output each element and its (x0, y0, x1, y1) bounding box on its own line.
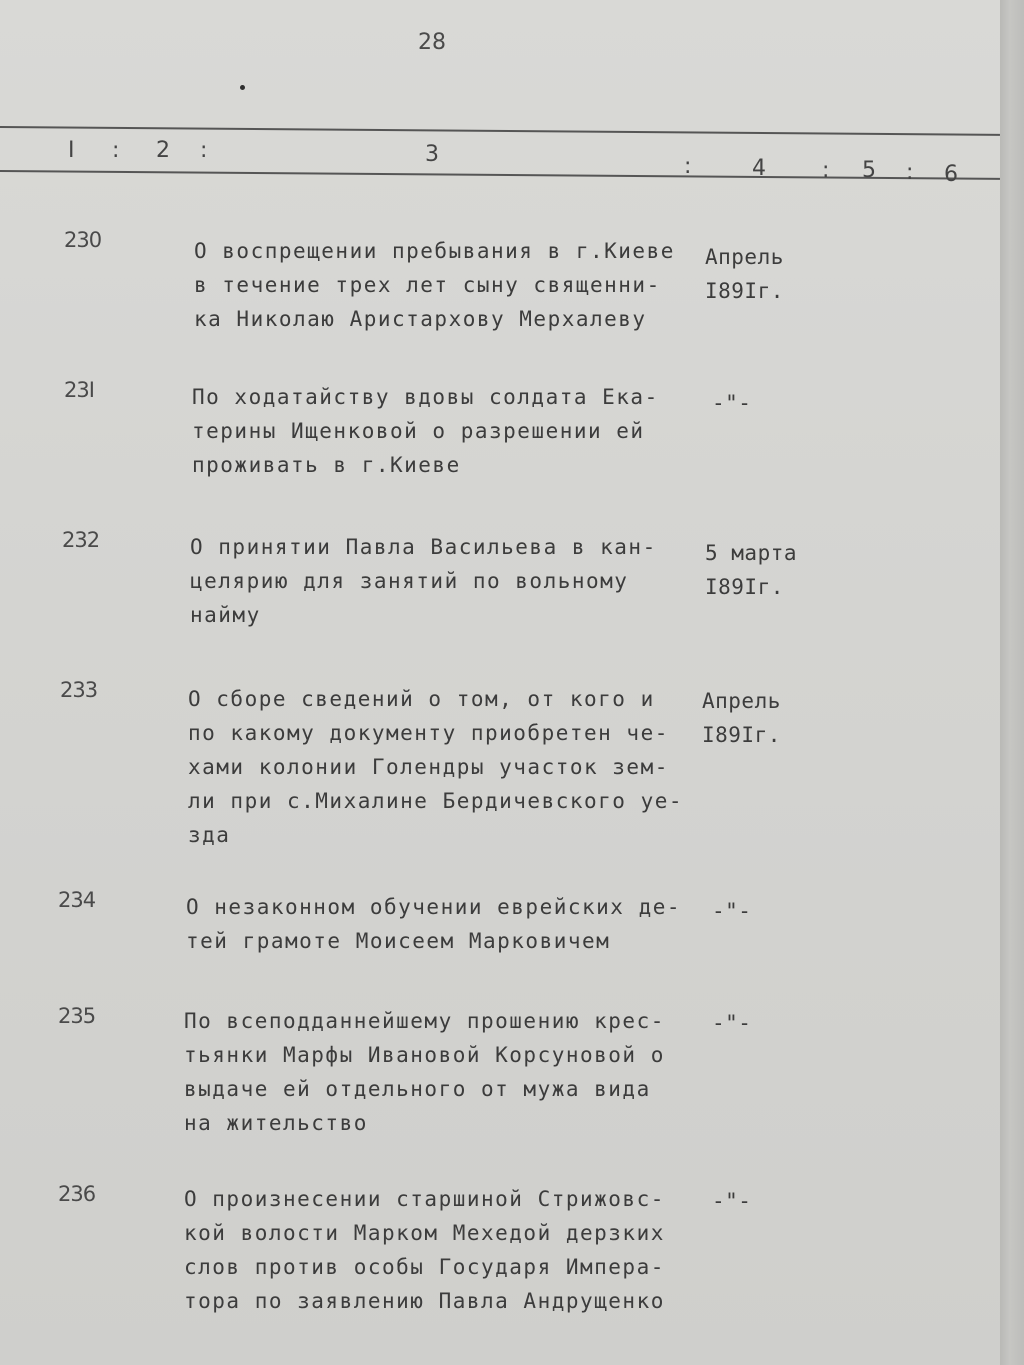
date-line: Апрель (702, 689, 781, 713)
page-edge-shadow (1000, 0, 1024, 1365)
description-line: О незаконном обучении еврейских де- (186, 895, 682, 919)
page-number: 28 (418, 30, 446, 55)
entry-description (192, 380, 692, 482)
date-line: I89Iг. (702, 723, 781, 747)
column-header-separator: : (200, 138, 208, 163)
date-line: Апрель (705, 245, 784, 269)
description-line: кой волости Марком Мехедой дерзких (184, 1221, 665, 1245)
column-header-4: 4 (752, 156, 766, 181)
description-line: терины Ищенковой о разрешении ей (192, 419, 645, 443)
entry-date (705, 240, 784, 308)
description-line: зда (188, 823, 231, 847)
entry-date (712, 894, 751, 928)
entry-number: 234 (58, 888, 96, 912)
description-line: целярию для занятий по вольному (190, 569, 629, 593)
entry-description (194, 234, 694, 336)
entry-number: 230 (64, 228, 102, 252)
entry-number: 23I (64, 378, 94, 402)
entry-number: 235 (58, 1004, 96, 1028)
description-line: О воспрещении пребывания в г.Киеве (194, 239, 675, 263)
description-line: О произнесении старшиной Стрижовс- (184, 1187, 665, 1211)
column-header-separator: : (684, 154, 692, 179)
description-line: найму (190, 603, 261, 627)
description-line: О принятии Павла Васильева в кан- (190, 535, 657, 559)
date-line: -"- (712, 391, 752, 415)
entry-number: 236 (58, 1182, 96, 1206)
description-line: по какому документу приобретен че- (188, 721, 669, 745)
column-header-separator: : (906, 160, 914, 185)
column-header-3: 3 (425, 142, 439, 167)
description-line: тьянки Марфы Ивановой Корсуновой о (184, 1043, 665, 1067)
column-header-5: 5 (862, 158, 876, 183)
date-line: -"- (712, 899, 752, 923)
description-line: слов против особы Государя Импера- (184, 1255, 665, 1279)
entry-description (188, 682, 688, 852)
date-line: I89Iг. (705, 279, 784, 303)
description-line: хами колонии Голендры участок зем- (188, 755, 669, 779)
description-line: По ходатайству вдовы солдата Ека- (192, 385, 659, 409)
date-line: -"- (712, 1011, 752, 1035)
entry-date (712, 1006, 751, 1040)
description-line: О сборе сведений о том, от кого и (188, 687, 655, 711)
description-line: По всеподданнейшему прошению крес- (184, 1009, 665, 1033)
description-line: тора по заявлению Павла Андрущенко (184, 1289, 665, 1313)
description-line: тей грамоте Моисеем Марковичем (186, 929, 611, 953)
entry-number: 232 (62, 528, 100, 552)
description-line: ка Николаю Аристархову Мерхалеву (194, 307, 647, 331)
date-line: -"- (712, 1189, 752, 1213)
description-line: ли при с.Михалине Бердичевского уе- (188, 789, 684, 813)
entry-description (184, 1182, 684, 1318)
entry-description (190, 530, 690, 632)
column-header-separator: : (822, 158, 830, 183)
column-header-1: I (68, 138, 75, 163)
ink-speck (240, 85, 245, 90)
description-line: проживать в г.Киеве (192, 453, 461, 477)
date-line: I89Iг. (705, 575, 784, 599)
entry-description (184, 1004, 684, 1140)
entry-date (712, 1184, 751, 1218)
entry-number: 233 (60, 678, 98, 702)
entry-date (712, 386, 751, 420)
description-line: на жительство (184, 1111, 368, 1135)
entry-date (702, 684, 781, 752)
column-header-6: 6 (944, 162, 958, 187)
entry-date (705, 536, 797, 604)
date-line: 5 марта (705, 541, 798, 565)
description-line: выдаче ей отдельного от мужа вида (184, 1077, 651, 1101)
column-header-2: 2 (156, 138, 170, 163)
column-header-separator: : (112, 138, 120, 163)
entry-description (186, 890, 686, 958)
description-line: в течение трех лет сыну священни- (194, 273, 661, 297)
